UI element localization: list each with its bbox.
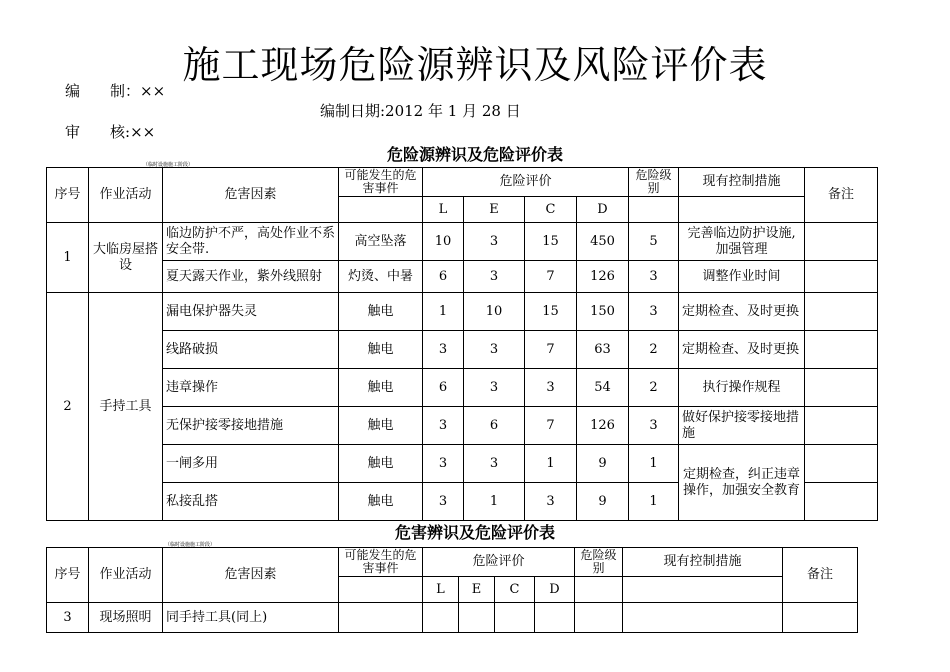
table1-small-note: （临时设施施工阶段） [143,162,194,168]
table-row [47,407,878,445]
cell-D: 9 [577,445,629,483]
header-activity: 作业活动 [89,168,163,223]
cell-hazard: 私接乱搭 [163,483,339,521]
cell-remark [805,483,878,521]
compile-date: 编制日期:2012 年 1 月 28 日 [320,102,521,120]
cell-level: 1 [629,445,679,483]
cell-C: 1 [525,445,577,483]
cell-control: 调整作业时间 [679,261,805,293]
cell-L [423,603,459,633]
header-L: L [423,577,459,603]
cell-C: 7 [525,261,577,293]
cell-D: 126 [577,261,629,293]
cell-D: 150 [577,293,629,331]
header-activity: 作业活动 [89,548,163,603]
cell-hazard: 违章操作 [163,369,339,407]
header-event: 可能发生的危害事件 [339,168,423,197]
cell-control: 定期检查、及时更换 [679,331,805,369]
cell-activity: 现场照明 [89,603,163,633]
header-remark: 备注 [783,548,858,603]
cell-C: 3 [525,483,577,521]
cell-D [535,603,575,633]
cell-C: 15 [525,223,577,261]
header-control-sub [623,577,783,603]
cell-control: 定期检查，纠正违章操作，加强安全教育 [679,445,805,521]
cell-hazard: 一闸多用 [163,445,339,483]
table2-caption: 危害辨识及危险评价表 [394,523,555,542]
cell-event: 触电 [339,445,423,483]
header-event-sub [339,197,423,223]
cell-activity: 大临房屋搭设 [89,223,163,293]
cell-E [459,603,495,633]
cell-level: 5 [629,223,679,261]
cell-control: 执行操作规程 [679,369,805,407]
header-C: C [525,197,577,223]
cell-L: 3 [423,331,464,369]
cell-level: 2 [629,369,679,407]
header-level-sub [629,197,679,223]
cell-D: 126 [577,407,629,445]
header-C: C [495,577,535,603]
header-no: 序号 [47,168,89,223]
cell-event: 触电 [339,483,423,521]
table1-caption: 危险源辨识及危险评价表 [386,145,563,164]
cell-control: 完善临边防护设施,加强管理 [679,223,805,261]
header-control-sub [679,197,805,223]
cell-L: 1 [423,293,464,331]
cell-event: 触电 [339,407,423,445]
header-E: E [459,577,495,603]
cell-level: 2 [629,331,679,369]
cell-D: 63 [577,331,629,369]
cell-no: 1 [47,223,89,293]
cell-E: 6 [464,407,525,445]
table2-small-note: （临时设施施工阶段） [165,542,216,548]
cell-level: 3 [629,261,679,293]
cell-level: 1 [629,483,679,521]
cell-L: 10 [423,223,464,261]
cell-hazard: 同手持工具(同上) [163,603,339,633]
compiler-value: ×× [140,82,166,100]
cell-event: 触电 [339,331,423,369]
cell-L: 3 [423,445,464,483]
cell-D: 54 [577,369,629,407]
cell-remark [783,603,858,633]
reviewer-value: ×× [130,123,156,141]
cell-event: 高空坠落 [339,223,423,261]
header-event-sub [339,577,423,603]
header-remark: 备注 [805,168,878,223]
cell-hazard: 临边防护不严，高处作业不系安全带. [163,223,339,261]
cell-E: 3 [464,223,525,261]
header-D: D [577,197,629,223]
cell-remark [805,223,878,261]
header-level-sub [575,577,623,603]
cell-L: 3 [423,407,464,445]
cell-level [575,603,623,633]
cell-activity: 手持工具 [89,293,163,521]
cell-control: 定期检查、及时更换 [679,293,805,331]
page-title: 施工现场危险源辨识及风险评价表 [182,43,768,87]
cell-E: 3 [464,369,525,407]
reviewer-line [65,121,155,142]
cell-E: 3 [464,445,525,483]
cell-hazard: 漏电保护器失灵 [163,293,339,331]
cell-event: 灼烫、中暑 [339,261,423,293]
compiler-line [65,80,165,101]
table-row [47,223,878,261]
table-row [47,293,878,331]
cell-L: 6 [423,369,464,407]
cell-hazard: 无保护接零接地措施 [163,407,339,445]
cell-level: 3 [629,407,679,445]
header-eval: 危险评价 [423,168,629,197]
cell-remark [805,407,878,445]
cell-E: 1 [464,483,525,521]
header-E: E [464,197,525,223]
cell-event: 触电 [339,369,423,407]
table-row [47,603,858,633]
cell-remark [805,331,878,369]
cell-event [339,603,423,633]
cell-level: 3 [629,293,679,331]
compiler-label: 编 制： [65,82,141,100]
cell-hazard: 夏天露天作业，紫外线照射 [163,261,339,293]
cell-control: 做好保护接零接地措施 [679,407,805,445]
risk-table-1 [46,167,878,521]
header-D: D [535,577,575,603]
cell-L: 3 [423,483,464,521]
risk-table-2 [46,547,858,633]
cell-no: 2 [47,293,89,521]
cell-C: 7 [525,331,577,369]
header-no: 序号 [47,548,89,603]
cell-remark [805,293,878,331]
cell-event: 触电 [339,293,423,331]
header-control: 现有控制措施 [623,548,783,577]
header-level: 危险级别 [629,168,679,197]
header-hazard: 危害因素 [163,548,339,603]
cell-E: 10 [464,293,525,331]
table-row [47,331,878,369]
table-row [47,261,878,293]
cell-L: 6 [423,261,464,293]
table-row [47,445,878,483]
header-hazard: 危害因素 [163,168,339,223]
table-row [47,369,878,407]
cell-no: 3 [47,603,89,633]
header-event: 可能发生的危害事件 [339,548,423,577]
cell-E: 3 [464,261,525,293]
cell-remark [805,261,878,293]
cell-D: 9 [577,483,629,521]
cell-C [495,603,535,633]
cell-remark [805,369,878,407]
cell-C: 3 [525,369,577,407]
reviewer-label: 审 核: [65,123,131,141]
cell-remark [805,445,878,483]
cell-control [623,603,783,633]
header-level: 危险级别 [575,548,623,577]
cell-C: 15 [525,293,577,331]
header-L: L [423,197,464,223]
cell-C: 7 [525,407,577,445]
cell-hazard: 线路破损 [163,331,339,369]
cell-E: 3 [464,331,525,369]
cell-D: 450 [577,223,629,261]
header-control: 现有控制措施 [679,168,805,197]
header-eval: 危险评价 [423,548,575,577]
